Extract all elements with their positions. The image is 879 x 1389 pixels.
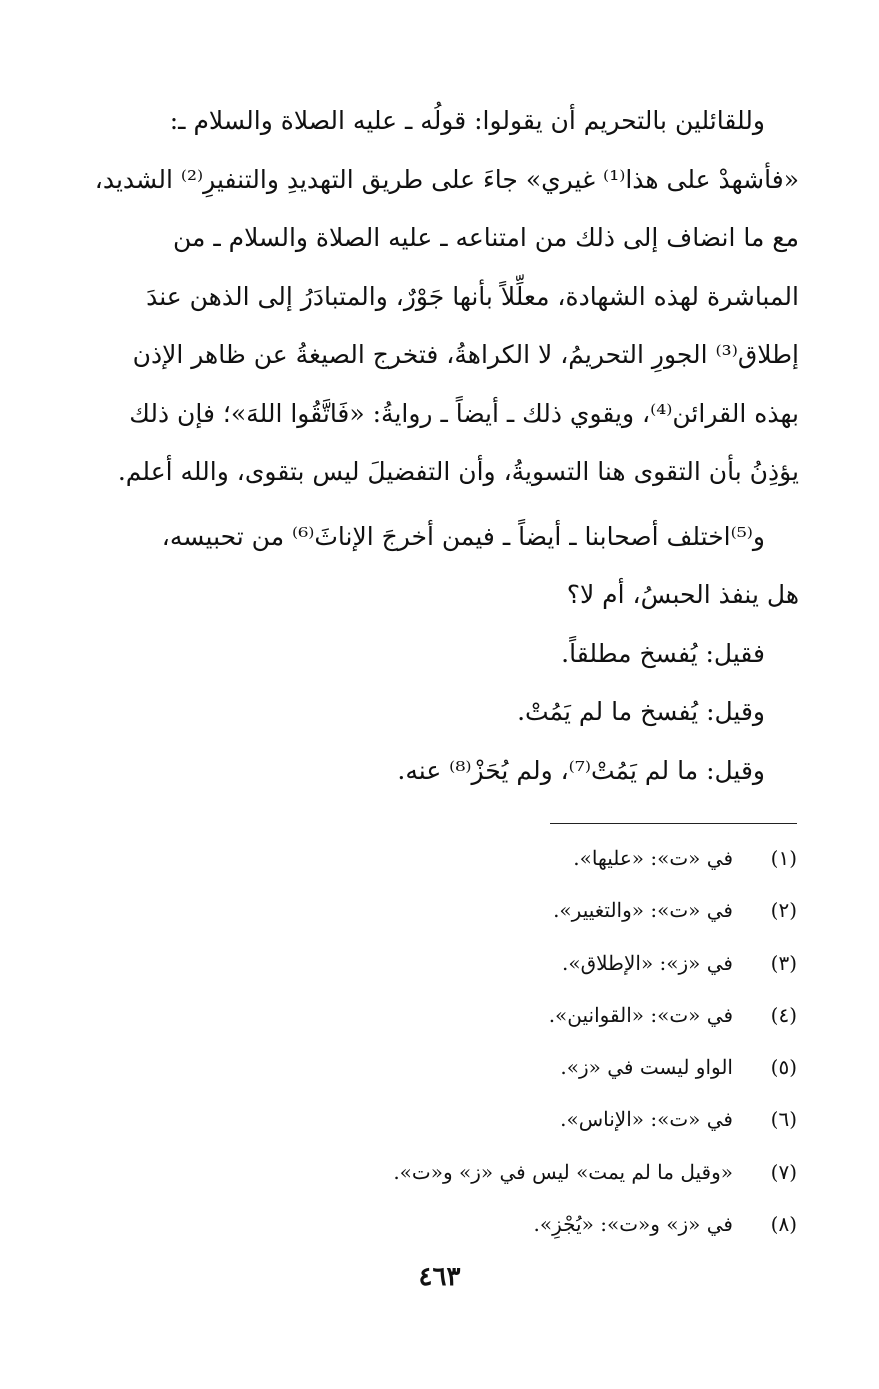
text-line: هل ينفذ الحبسُ، أم لا؟: [566, 580, 799, 609]
footnote-text: في «ت»: «الإناس».: [560, 1107, 733, 1132]
text-line: إطلاق⁽³⁾ الجورِ التحريمُ، لا الكراهةُ، فتخرج الصيغةُ عن ظاهر الإذن: [132, 340, 799, 369]
footnote-text: في «ت»: «القوانين».: [548, 1002, 733, 1027]
footnote-text: في «ت»: «والتغيير».: [553, 898, 733, 923]
main-text: [82, 92, 799, 800]
text-line: مع ما انضاف إلى ذلك من امتناعه ـ عليه الصلاة والسلام ـ من: [173, 223, 799, 252]
footnote-number: (٣): [770, 950, 797, 975]
footnote: [320, 1198, 797, 1250]
text-line: وللقائلين بالتحريم أن يقولوا: قولُه ـ عليه الصلاة والسلام ـ:: [169, 106, 765, 135]
footnote-text: «وقيل ما لم يمت» ليس في «ز» و«ت».: [393, 1159, 733, 1184]
footnote-number: (١): [770, 846, 797, 870]
footnote: [320, 937, 797, 989]
footnote-text: في «ز»: «الإطلاق».: [562, 950, 733, 975]
footnote-number: (٧): [770, 1159, 797, 1184]
opinion-line: فقيل: يُفسخ مطلقاً.: [561, 638, 765, 668]
footnote-number: (٨): [770, 1212, 797, 1237]
footnote: [320, 989, 797, 1041]
footnote-text: في «ت»: «عليها».: [573, 846, 733, 870]
text-line: المباشرة لهذه الشهادة، معلِّلاً بأنها جَوْرٌ، والمتبادَرُ إلى الذهن عندَ: [146, 281, 799, 311]
footnote-number: (٦): [770, 1107, 797, 1132]
text-line: و⁽⁵⁾اختلف أصحابنا ـ أيضاً ـ فيمن أخرجَ الإناثَ⁽⁶⁾ من تحبيسه،: [161, 521, 765, 551]
footnote: [320, 832, 797, 884]
footnote: [320, 884, 797, 936]
text-line: يؤذِنُ بأن التقوى هنا التسويةُ، وأن التفضيلَ ليس بتقوى، والله أعلم.: [117, 457, 799, 486]
footnote: [320, 1093, 797, 1145]
page-number: ٤٦٣: [418, 1262, 461, 1292]
footnote-number: (٤): [770, 1002, 797, 1027]
footnote: [320, 1146, 797, 1198]
footnote-divider: [550, 823, 797, 824]
opinion-line: وقيل: ما لم يَمُتْ⁽⁷⁾، ولم يُحَزْ⁽⁸⁾ عنه.: [397, 755, 765, 785]
text-line: بهذه القرائن⁽⁴⁾، ويقوي ذلك ـ أيضاً ـ روايةُ: «فَاتَّقُوا اللهَ»؛ فإن ذلك: [129, 398, 799, 428]
footnotes: [320, 832, 797, 1250]
text-line: «فأشهدْ على هذا⁽¹⁾ غيري» جاءَ على طريق التهديدِ والتنفيرِ⁽²⁾ الشديد،: [94, 164, 799, 194]
footnote: [320, 1041, 797, 1093]
footnote-text: في «ز» و«ت»: «يُجْزِ».: [533, 1212, 733, 1237]
footnote-number: (٥): [770, 1055, 797, 1080]
footnote-text: الواو ليست في «ز».: [560, 1055, 733, 1080]
footnote-number: (٢): [770, 898, 797, 923]
opinion-line: وقيل: يُفسخ ما لم يَمُتْ.: [517, 697, 765, 726]
